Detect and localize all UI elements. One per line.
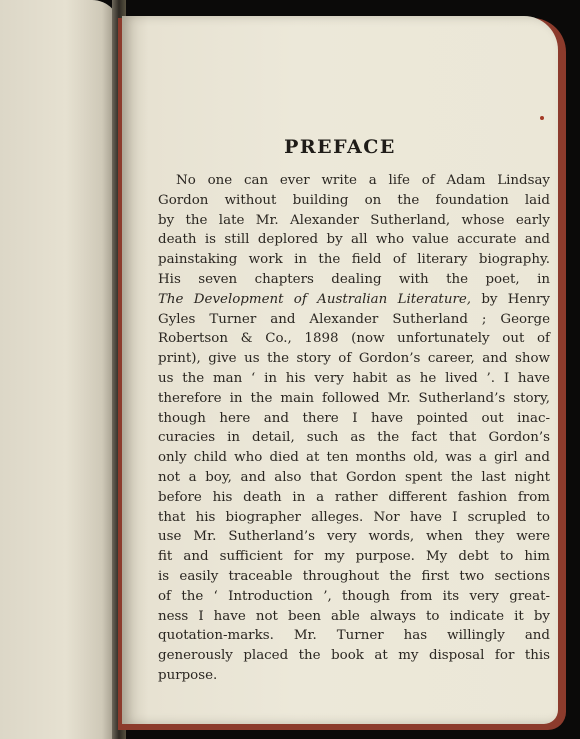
text-line: only child who died at ten months old, was a girl and [158,450,550,466]
text-line: before his death in a rather different fashion from [158,489,550,505]
text-line: fit and sufficient for my purpose. My debt to him [158,549,550,565]
text-line: His seven chapters dealing with the poet, in [158,271,550,287]
page-mark [540,116,544,120]
text-line: Gordon without building on the foundation laid [158,192,550,208]
text-line: us the man ‘ in his very habit as he lived ’. I have [158,370,550,386]
text-line: Gyles Turner and Alexander Sutherland ; George [158,311,550,327]
book-title-italic: The Development of Australian Literature, [158,291,472,307]
text-line: No one can ever write a life of Adam Lindsay [176,173,550,188]
preface-text [158,171,550,686]
text-line: is easily traceable throughout the first two sections [158,568,550,584]
text-line: curacies in detail, such as the fact that Gordon’s [158,430,550,446]
text-line: of the ‘ Introduction ’, though from its very great- [158,588,550,604]
text-line: not a boy, and also that Gordon spent the last night [158,469,550,485]
text-line: Robertson & Co., 1898 (now unfortunately out of [158,331,550,347]
text-line: that his biographer alleges. Nor have I scrupled to [158,509,550,525]
text-line: ness I have not been able always to indicate it by [158,608,550,624]
text-line: though here and there I have pointed out inac- [158,410,550,426]
text-line: generously placed the book at my disposal for this [158,648,550,664]
text-line: death is still deplored by all who value accurate and [158,232,550,248]
left-page [0,0,120,739]
text-line: print), give us the story of Gordon’s career, and show [158,351,550,367]
text-line: quotation-marks. Mr. Turner has willingly and [158,628,550,644]
text-line-italic [158,290,550,310]
text-line: painstaking work in the field of literary biography. [158,252,550,268]
text-line: purpose. [158,667,218,683]
text-line: therefore in the main followed Mr. Sutherland’s story, [158,390,550,406]
text-line: use Mr. Sutherland’s very words, when they were [158,529,550,545]
text-fragment: by Henry [471,291,550,307]
text-line: by the late Mr. Alexander Sutherland, whose early [158,212,550,228]
page-title: PREFACE [284,136,396,158]
